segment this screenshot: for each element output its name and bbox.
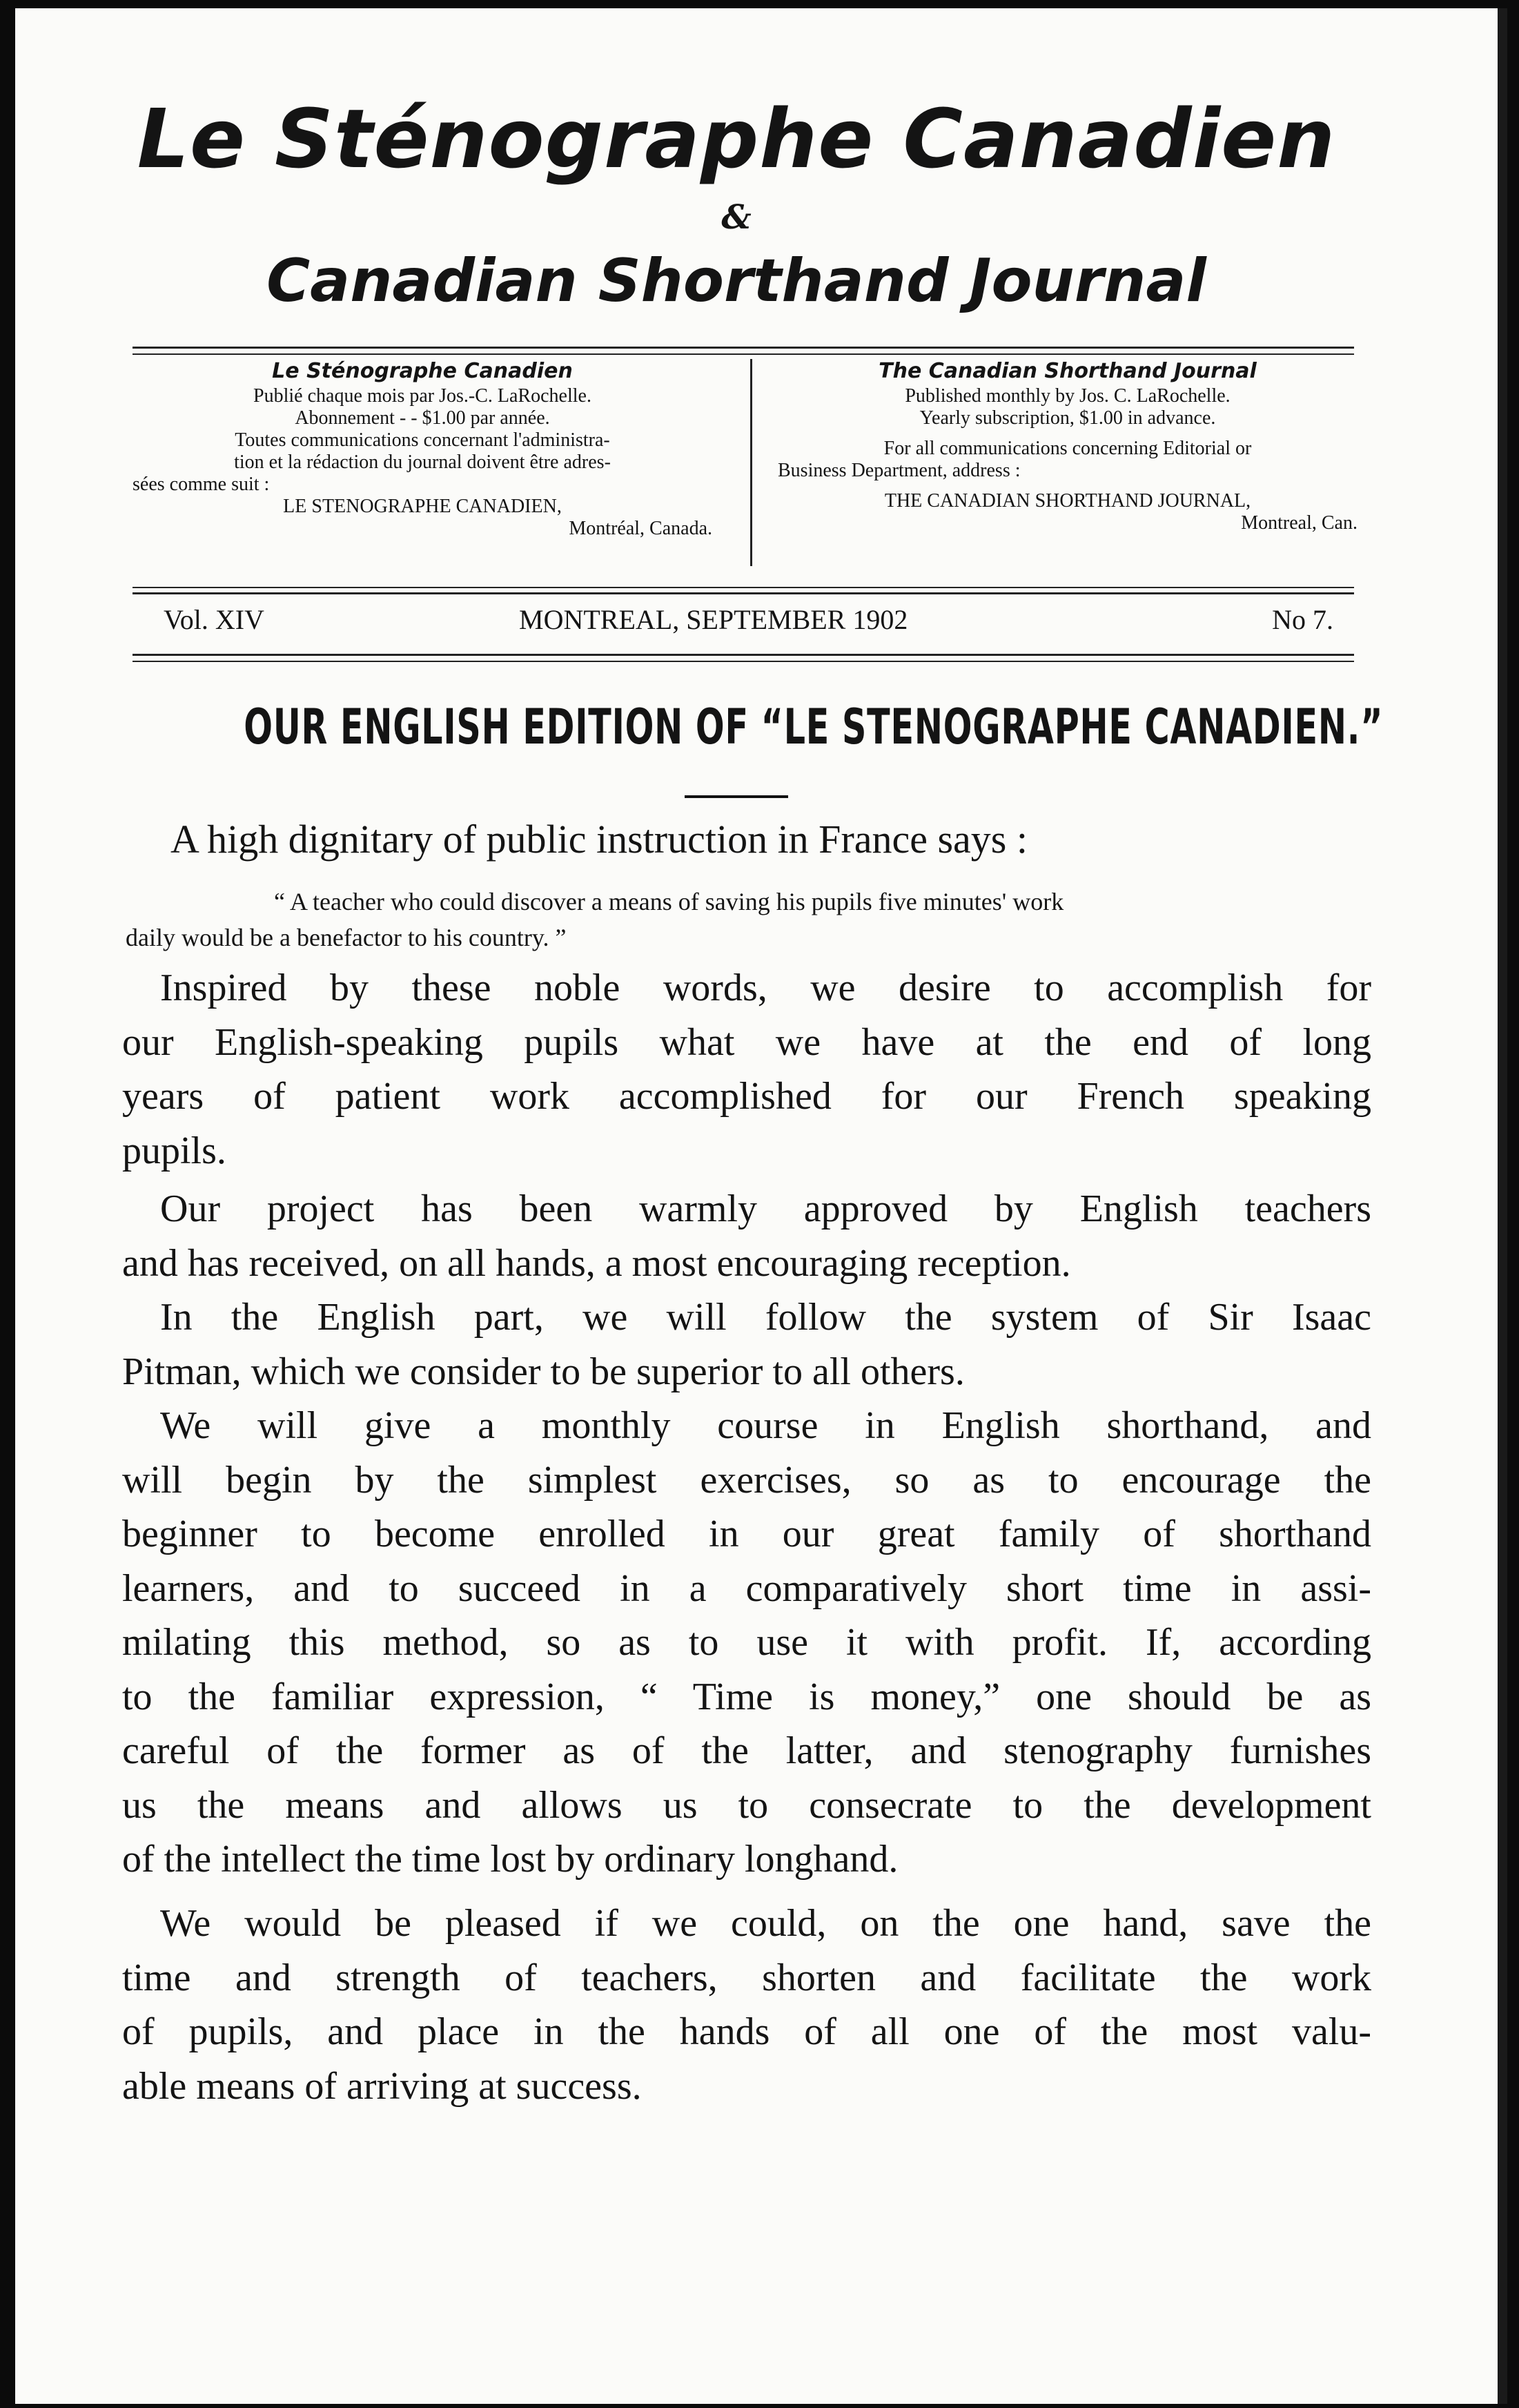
body-line: We will give a monthly course in English shorthand, and [160,1404,1371,1447]
article-lead: A high dignitary of public instruction in France says : [170,817,1028,862]
article-headline: OUR ENGLISH EDITION OF “LE STENOGRAPHE CANADIEN.” [244,699,1384,755]
french-box-line: sées comme suit : [133,474,270,495]
french-box-city: Montréal, Canada. [569,518,712,539]
masthead-title-english: Canadian Shorthand Journal [266,246,1206,315]
issue-number: No 7. [1272,604,1333,635]
french-box-line: Publié chaque mois par Jos.-C. LaRochelle. [253,385,591,407]
english-box-line: Published monthly by Jos. C. LaRochelle. [905,385,1231,407]
quote-line: daily would be a benefactor to his country. ” [126,924,567,951]
french-box-line: tion et la rédaction du journal doivent être adres- [234,452,611,473]
issue-rule-bottom-thin [133,661,1354,662]
body-line: Pitman, which we consider to be superior to all others. [122,1350,965,1393]
english-box-city: Montreal, Can. [1241,512,1358,534]
issue-line [133,603,1354,638]
body-line: milating this method, so as to use it with profit. If, according [122,1621,1371,1664]
article-paragraph [122,961,1371,1178]
body-line: will begin by the simplest exercises, so as to encourage the [122,1458,1371,1502]
body-line: In the English part, we will follow the system of Sir Isaac [160,1296,1371,1339]
quote-line: “ A teacher who could discover a means of saving his pupils five minutes' work [274,888,1064,915]
english-box-line: Yearly subscription, $1.00 in advance. [919,407,1216,429]
article-paragraph [122,1290,1371,1399]
issue-rule-top [133,587,1354,588]
issue-rule-bottom [133,654,1354,656]
body-line: to the familiar expression, “ Time is money,” one should be as [122,1675,1371,1718]
document-page [15,8,1507,2404]
article-quote [126,884,1368,955]
masthead-ampersand: & [721,198,752,237]
english-box-heading: The Canadian Shorthand Journal [879,359,1257,383]
headline-underline [685,795,788,798]
body-line: our English-speaking pupils what we have at the end of long [122,1020,1371,1064]
article-paragraph [122,1399,1371,1887]
body-line: careful of the former as of the latter, and stenography furnishes [122,1729,1371,1772]
issue-place-date: MONTREAL, SEPTEMBER 1902 [519,604,908,635]
body-line: time and strength of teachers, shorten and facilitate the work [122,1956,1371,1999]
body-line: Inspired by these noble words, we desire to accomplish for [160,967,1371,1009]
body-line: us the means and allows us to consecrate to the development [122,1783,1371,1827]
english-box-line: For all communications concerning Editorial or [883,438,1252,459]
body-line: years of patient work accomplished for our French speaking [122,1075,1371,1118]
body-line: We would be pleased if we could, on the one hand, save the [160,1902,1371,1945]
french-box-line: Abonnement - - $1.00 par année. [295,407,550,429]
french-box-address: LE STENOGRAPHE CANADIEN, [283,496,562,517]
french-box-heading: Le Sténographe Canadien [272,359,573,383]
masthead-rule-top [133,347,1354,349]
info-box-divider [750,359,752,566]
volume-number: Vol. XIV [164,604,264,635]
body-line: of the intellect the time lost by ordinary longhand. [122,1838,899,1881]
body-line: and has received, on all hands, a most encouraging reception. [122,1241,1071,1285]
body-line: able means of arriving at success. [122,2064,642,2108]
masthead-rule-top-thin [133,353,1354,355]
french-box-line: Toutes communications concernant l'administra- [235,429,610,451]
body-line: of pupils, and place in the hands of all one of the most valu- [122,2010,1371,2053]
english-box-line: Business Department, address : [778,460,1021,481]
issue-rule-top-thick [133,592,1354,594]
body-line: pupils. [122,1129,226,1172]
masthead-title-french: Le Sténographe Canadien [137,91,1336,186]
article-paragraph [122,1182,1371,1290]
body-line: learners, and to succeed in a comparatively short time in assi- [122,1566,1371,1610]
french-info-box [133,360,712,540]
english-info-box [778,360,1358,534]
article-paragraph [122,1896,1371,2113]
body-line: Our project has been warmly approved by English teachers [160,1187,1371,1230]
body-line: beginner to become enrolled in our great family of shorthand [122,1513,1371,1555]
english-box-address: THE CANADIAN SHORTHAND JOURNAL, [884,490,1251,512]
